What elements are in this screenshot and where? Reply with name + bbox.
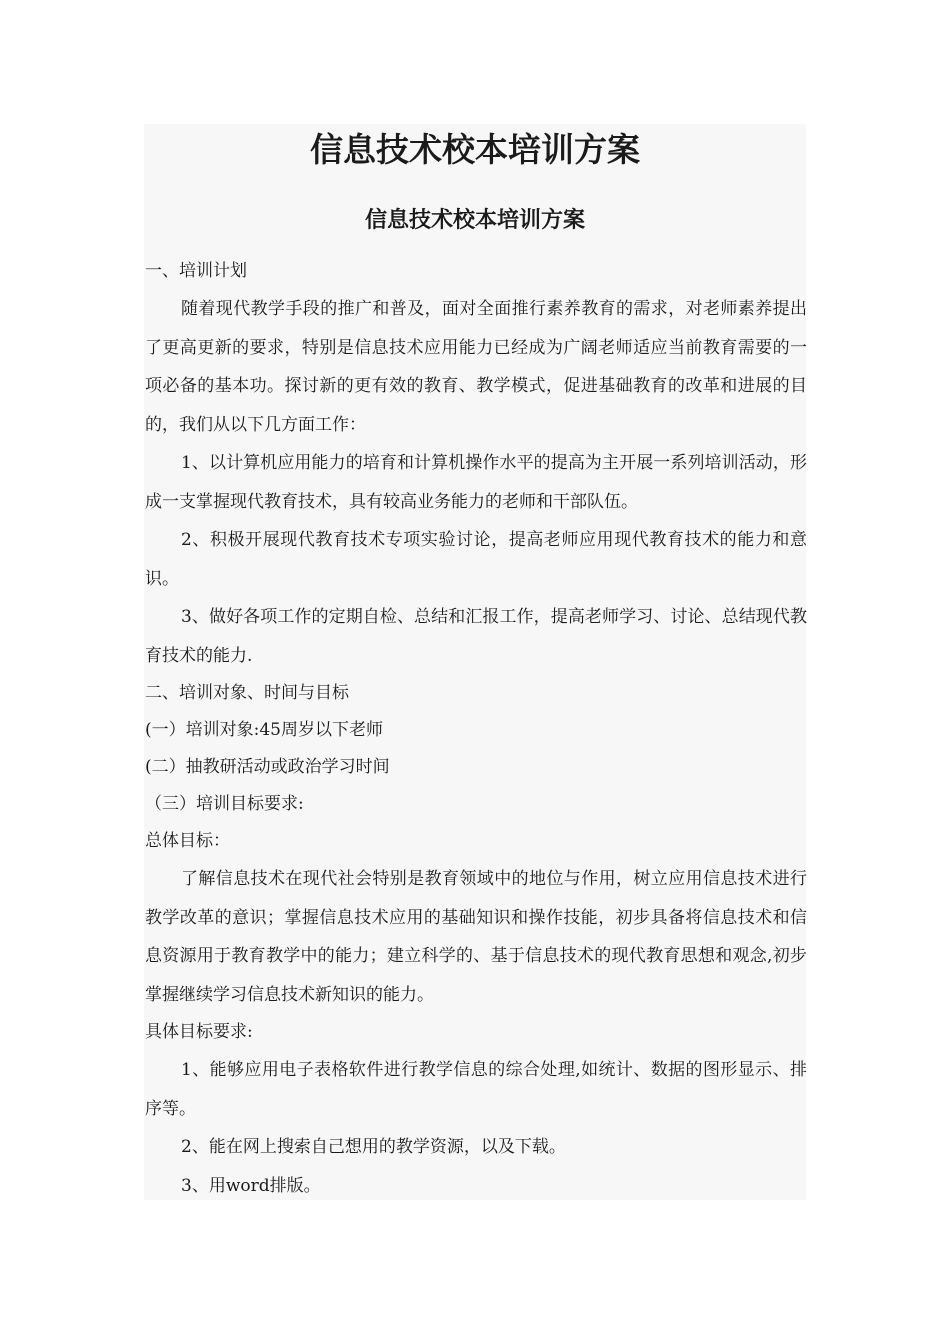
list-item-specific-1: 1、能够应用电子表格软件进行教学信息的综合处理,如统计、数据的图形显示、排序等。 [145,1060,807,1119]
section-heading-plan: 一、培训计划 [145,261,247,281]
document-subtitle: 信息技术校本培训方案 [364,207,585,233]
list-item-plan-1: 1、以计算机应用能力的培育和计算机操作水平的提高为主开展一系列培训活动，形成一支掌握现代教育技术，具有较高业务能力的老师和干部队伍。 [145,453,807,512]
section-heading-targets: 二、培训对象、时间与目标 [145,683,349,703]
paragraph-intro: 随着现代教学手段的推广和普及，面对全面推行素养教育的需求，对老师素养提出了更高更新的要求，特别是信息技术应用能力已经成为广阔老师适应当前教育需要的一项必备的基本功。探讨新的更有效的教育、教学模式，促进基础教育的改革和进展的目的，我们从以下几方面工作： [145,299,807,435]
specific-goal-heading: 具体目标要求: [145,1022,253,1042]
list-item-plan-3: 3、做好各项工作的定期自检、总结和汇报工作，提高老师学习、讨论、总结现代教育技术的能力. [145,607,807,666]
list-item-specific-3: 3、用word排版。 [181,1175,321,1196]
document-title: 信息技术校本培训方案 [310,130,640,169]
list-item-plan-2: 2、积极开展现代教育技术专项实验讨论，提高老师应用现代教育技术的能力和意识。 [145,530,807,589]
overall-goal-heading: 总体目标： [145,831,230,851]
sub-item-audience: (一）培训对象:45周岁以下老师 [145,720,383,740]
sub-item-goals: （三）培训目标要求: [145,794,304,814]
paragraph-overall-goal: 了解信息技术在现代社会特别是教育领域中的地位与作用，树立应用信息技术进行教学改革的意识；掌握信息技术应用的基础知识和操作技能，初步具备将信息技术和信息资源用于教育教学中的能力；建立科学的、基于信息技术的现代教育思想和观念,初步掌握继续学习信息技术新知识的能力。 [145,869,807,1005]
sub-item-time: (二）抽教研活动或政治学习时间 [145,757,390,777]
document-body [145,253,807,1205]
list-item-specific-2: 2、能在网上搜索自己想用的教学资源，以及下载。 [181,1137,566,1157]
